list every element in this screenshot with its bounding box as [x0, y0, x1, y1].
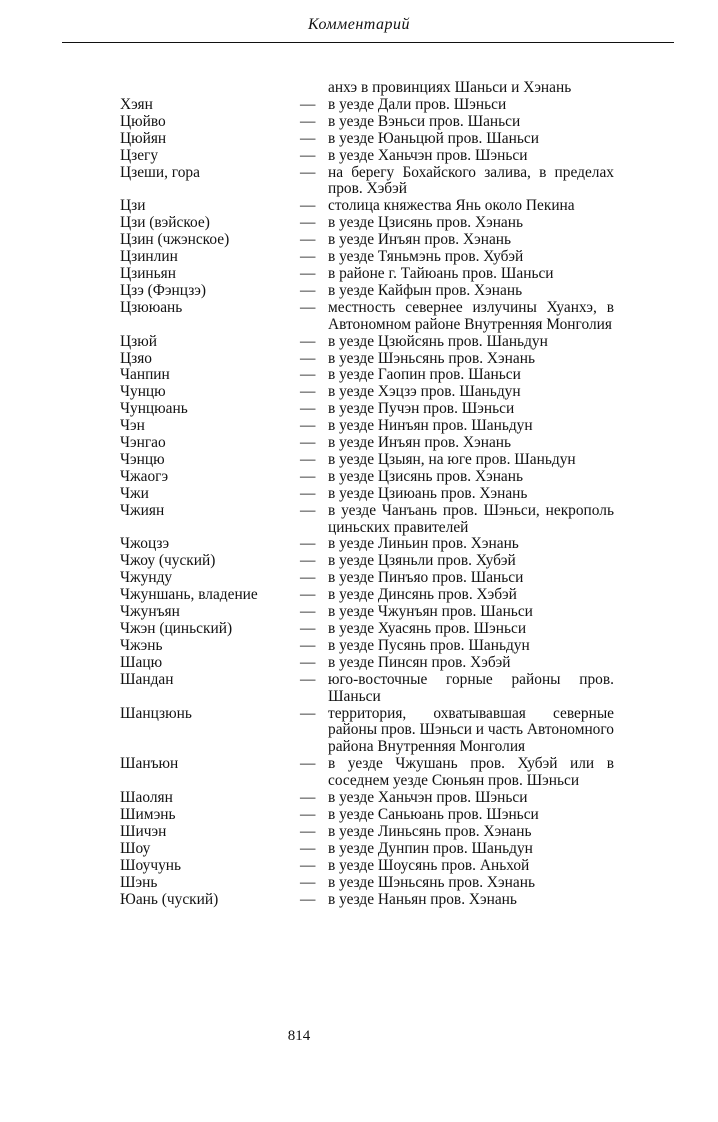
entry-definition: в уезде Пинсян пров. Хэбэй — [328, 653, 511, 671]
glossary-entry — [120, 97, 614, 114]
entry-term: Цзегу — [120, 146, 159, 164]
entry-dash: — — [300, 670, 316, 688]
entry-term: Чунцюань — [120, 400, 188, 418]
entry-dash: — — [300, 755, 316, 773]
glossary-entry — [120, 198, 614, 215]
glossary-entry — [120, 435, 614, 452]
entry-term: Цзиньян — [120, 264, 177, 282]
entry-term: Цзинлин — [120, 248, 178, 266]
entry-term: Шанъюн — [120, 755, 179, 773]
entry-dash: — — [300, 890, 316, 908]
entry-definition: в уезде Инъян пров. Хэнань — [328, 231, 512, 249]
glossary-entry — [120, 148, 614, 165]
glossary-entry — [120, 570, 614, 587]
entry-dash: — — [300, 552, 316, 570]
glossary-entry — [120, 553, 614, 570]
glossary-entry — [120, 503, 614, 537]
entry-term: Цзи (вэйское) — [120, 214, 210, 232]
entry-definition: в уезде Цзыян, на юге пров. Шаньдун — [328, 450, 576, 468]
glossary-entry — [120, 215, 614, 232]
glossary-entry — [120, 401, 614, 418]
glossary-entry — [120, 351, 614, 368]
glossary-entry — [120, 621, 614, 638]
glossary-entry — [120, 655, 614, 672]
glossary-entry — [120, 638, 614, 655]
entry-definition: столица княжества Янь около Пекина — [328, 197, 575, 215]
glossary-entry — [120, 334, 614, 351]
entry-term: Цзеши, гора — [120, 163, 200, 181]
entry-term: Чэн — [120, 417, 145, 435]
entry-term: Цюйян — [120, 129, 167, 147]
continuation-line — [120, 80, 614, 97]
entry-dash: — — [300, 467, 316, 485]
entry-dash: — — [300, 704, 316, 722]
entry-dash: — — [300, 298, 316, 316]
entry-definition: в уезде Чанъань пров. Шэньси, некрополь циньских правителей — [328, 501, 614, 536]
entry-definition: в уезде Хуасянь пров. Шэньси — [328, 620, 527, 637]
entry-term: Чэнцю — [120, 450, 165, 468]
entry-definition: в уезде Нинъян пров. Шаньдун — [328, 417, 533, 435]
entry-dash: — — [300, 281, 316, 299]
running-header: Комментарий — [307, 16, 411, 33]
entry-definition: в уезде Шэньсянь пров. Хэнань — [328, 873, 535, 891]
entry-definition: в уезде Хэцзэ пров. Шаньдун — [328, 383, 521, 401]
entry-definition: в уезде Наньян пров. Хэнань — [328, 890, 517, 908]
entry-dash: — — [300, 332, 316, 350]
entry-dash: — — [300, 112, 316, 130]
entry-dash: — — [300, 603, 316, 621]
glossary-entry — [120, 672, 614, 706]
entry-definition: в уезде Вэньси пров. Шаньси — [328, 112, 521, 130]
entry-term: Цюйво — [120, 112, 166, 130]
entry-term: Цзююань — [120, 298, 183, 316]
entry-term: Цзин (чжэнское) — [120, 231, 230, 249]
entry-dash: — — [300, 620, 316, 637]
entry-dash: — — [300, 349, 316, 367]
entry-dash: — — [300, 417, 316, 435]
entry-definition: в уезде Дунпин пров. Шаньдун — [328, 839, 533, 857]
entry-term: Цзи — [120, 197, 146, 215]
entry-dash: — — [300, 484, 316, 502]
entry-term: Цзяо — [120, 349, 152, 367]
entry-term: Чунцю — [120, 383, 166, 401]
entry-dash: — — [300, 636, 316, 654]
entry-definition: в уезде Саньюань пров. Шэньси — [328, 805, 539, 823]
entry-term: Шоу — [120, 839, 151, 857]
glossary-entry — [120, 756, 614, 790]
entry-definition: в уезде Кайфын пров. Хэнань — [328, 281, 523, 299]
entry-dash: — — [300, 95, 316, 113]
glossary-entry — [120, 300, 614, 334]
entry-list — [120, 97, 614, 909]
entry-dash: — — [300, 400, 316, 418]
entry-term: Чжэнь — [120, 636, 163, 654]
entry-term: Цзэ (Фэнцзэ) — [120, 281, 207, 299]
entry-term: Шанцзюнь — [120, 704, 192, 722]
entry-term: Чжаогэ — [120, 467, 169, 485]
entry-definition: в уезде Цзюйсянь пров. Шаньдун — [328, 332, 548, 350]
entry-dash: — — [300, 653, 316, 671]
entry-term: Шимэнь — [120, 805, 176, 823]
entry-dash: — — [300, 163, 316, 181]
entry-term: Чжэн (циньский) — [120, 620, 233, 637]
entry-term: Чжоу (чуский) — [120, 552, 216, 570]
entry-definition: в уезде Тяньмэнь пров. Хубэй — [328, 248, 524, 266]
entry-definition: в уезде Цзисянь пров. Хэнань — [328, 214, 524, 232]
entry-definition: в уезде Инъян пров. Хэнань — [328, 434, 512, 452]
glossary-entry — [120, 384, 614, 401]
entry-term: Чжунъян — [120, 603, 180, 621]
entry-definition: в уезде Дали пров. Шэньси — [328, 95, 507, 113]
entry-definition: в уезде Чжушань пров. Хубэй или в соседнем уезде Сюньян пров. Шэньси — [328, 755, 614, 790]
glossary-entry — [120, 536, 614, 553]
entry-dash: — — [300, 366, 316, 384]
glossary-entry — [120, 452, 614, 469]
glossary-entry — [120, 266, 614, 283]
glossary-entry — [120, 114, 614, 131]
entry-definition: в уезде Чжунъян пров. Шаньси — [328, 603, 533, 621]
entry-definition: в уезде Динсянь пров. Хэбэй — [328, 586, 517, 604]
entry-definition: в уезде Линьин пров. Хэнань — [328, 535, 519, 553]
entry-definition: территория, охватывавшая северные районы пров. Шэньси и часть Автономного района Внутренняя Монголия — [328, 704, 615, 756]
entry-term: Чэнгао — [120, 434, 166, 452]
entry-term: Чжиян — [120, 501, 165, 519]
entry-dash: — — [300, 586, 316, 604]
glossary-entry — [120, 232, 614, 249]
entry-dash: — — [300, 569, 316, 587]
entry-term: Чжуншань, владение — [120, 586, 258, 604]
glossary-entry — [120, 249, 614, 266]
glossary-entry — [120, 165, 614, 199]
entry-dash: — — [300, 434, 316, 452]
entry-term: Шандан — [120, 670, 174, 688]
entry-term: Шоучунь — [120, 856, 182, 874]
entry-term: Шичэн — [120, 822, 167, 840]
entry-term: Чанпин — [120, 366, 170, 384]
glossary-entry — [120, 587, 614, 604]
entry-definition: в уезде Гаопин пров. Шаньси — [328, 366, 521, 384]
entry-definition: в уезде Линьсянь пров. Хэнань — [328, 822, 532, 840]
entry-term: Чжунду — [120, 569, 173, 587]
entry-term: Юань (чуский) — [120, 890, 219, 908]
glossary-entry — [120, 706, 614, 757]
entry-dash: — — [300, 231, 316, 249]
entry-definition: в уезде Шоусянь пров. Аньхой — [328, 856, 530, 874]
glossary-entry — [120, 858, 614, 875]
entry-definition: в уезде Шэньсянь пров. Хэнань — [328, 349, 535, 367]
entry-term: Шацю — [120, 653, 163, 671]
entry-dash: — — [300, 789, 316, 807]
entry-term: Чжи — [120, 484, 149, 502]
entry-dash: — — [300, 450, 316, 468]
entry-dash: — — [300, 822, 316, 840]
entry-dash: — — [300, 535, 316, 553]
glossary-entry — [120, 824, 614, 841]
entry-definition: на берегу Бохайского залива, в пределах пров. Хэбэй — [328, 163, 614, 198]
glossary-entry — [120, 418, 614, 435]
glossary-list — [120, 80, 614, 908]
entry-definition: в уезде Пусянь пров. Шаньдун — [328, 636, 530, 654]
entry-definition: в уезде Ханьчэн пров. Шэньси — [328, 789, 528, 807]
page-number: 814 — [287, 1028, 311, 1044]
header-rule — [62, 42, 674, 43]
entry-dash: — — [300, 248, 316, 266]
entry-definition: в уезде Цзисянь пров. Хэнань — [328, 467, 524, 485]
glossary-entry — [120, 131, 614, 148]
entry-definition: в уезде Цзиюань пров. Хэнань — [328, 484, 528, 502]
entry-definition: в уезде Пучэн пров. Шэньси — [328, 400, 515, 418]
entry-term: Шаолян — [120, 789, 173, 807]
entry-dash: — — [300, 129, 316, 147]
entry-dash: — — [300, 197, 316, 215]
entry-dash: — — [300, 264, 316, 282]
entry-term: Шэнь — [120, 873, 158, 891]
entry-dash: — — [300, 873, 316, 891]
entry-dash: — — [300, 839, 316, 857]
entry-dash: — — [300, 856, 316, 874]
entry-dash: — — [300, 383, 316, 401]
entry-definition: анхэ в провинциях Шаньси и Хэнань — [328, 79, 572, 96]
glossary-entry — [120, 283, 614, 300]
glossary-entry — [120, 486, 614, 503]
glossary-entry — [120, 892, 614, 909]
entry-definition: в уезде Ханьчэн пров. Шэньси — [328, 146, 528, 164]
entry-definition: местность севернее излучины Хуанхэ, в Автономном районе Внутренняя Монголия — [328, 298, 614, 333]
entry-definition: в уезде Цзяньли пров. Хубэй — [328, 552, 516, 570]
glossary-entry — [120, 367, 614, 384]
entry-dash: — — [300, 214, 316, 232]
glossary-entry — [120, 875, 614, 892]
glossary-entry — [120, 604, 614, 621]
entry-definition: юго-восточные горные районы пров. Шаньси — [328, 670, 614, 705]
entry-dash: — — [300, 501, 316, 519]
entry-dash: — — [300, 146, 316, 164]
glossary-entry — [120, 469, 614, 486]
entry-definition: в районе г. Тайюань пров. Шаньси — [328, 264, 554, 282]
entry-term: Чжоцзэ — [120, 535, 170, 553]
glossary-entry — [120, 807, 614, 824]
glossary-entry — [120, 790, 614, 807]
entry-term: Цзюй — [120, 332, 157, 350]
glossary-entry — [120, 841, 614, 858]
entry-definition: в уезде Юаньцюй пров. Шаньси — [328, 129, 539, 147]
entry-dash: — — [300, 805, 316, 823]
entry-definition: в уезде Пинъяо пров. Шаньси — [328, 569, 524, 587]
entry-term: Хэян — [120, 95, 153, 113]
